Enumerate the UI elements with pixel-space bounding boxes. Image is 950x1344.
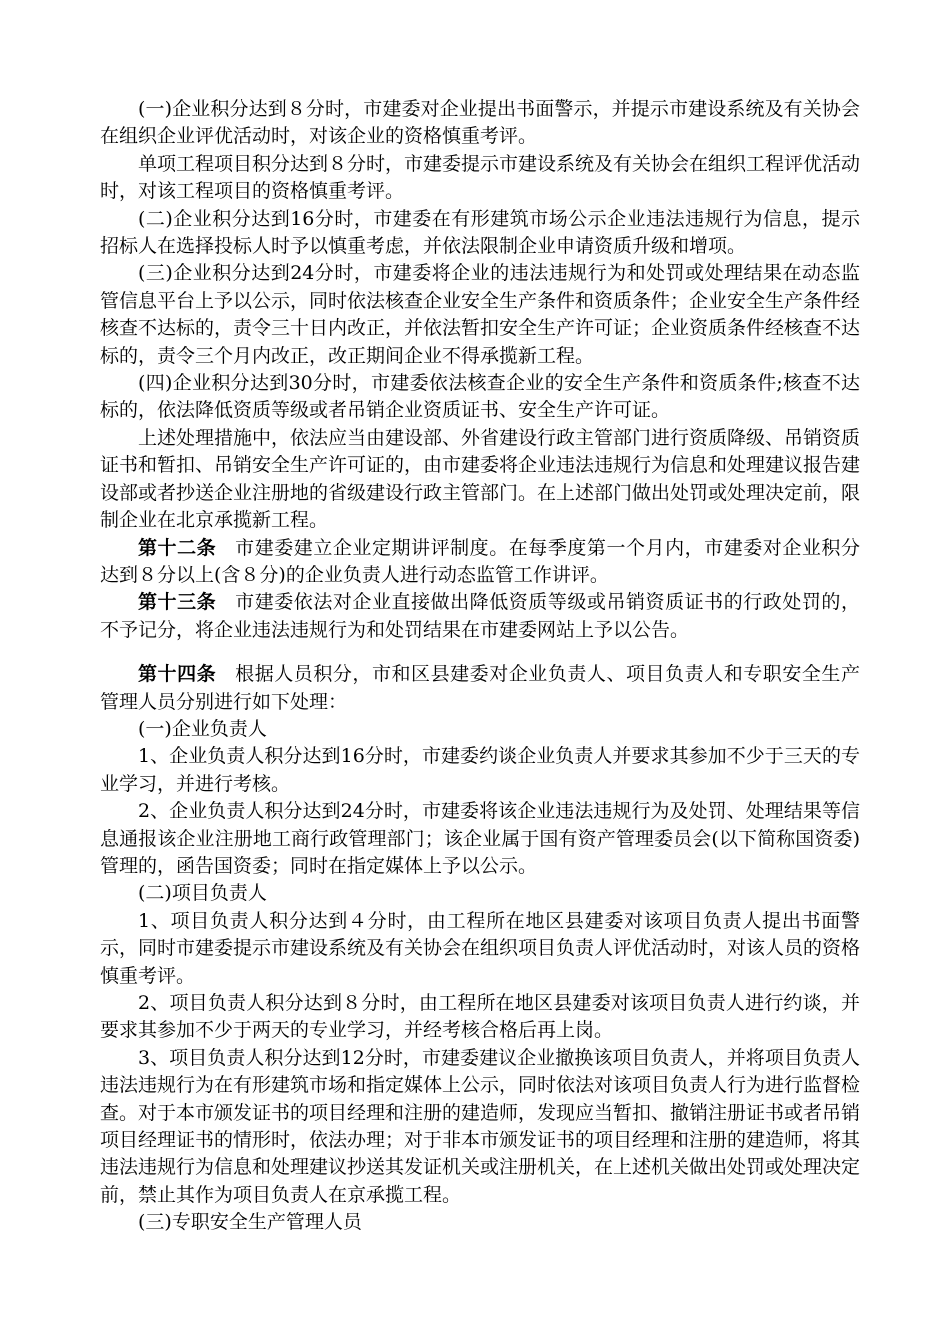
article-12 [100, 535, 860, 590]
paragraph-head-24-points [100, 798, 860, 880]
article-14 [100, 661, 860, 716]
document-body [100, 96, 860, 1237]
section-safety-staff [100, 1209, 860, 1236]
section-heading: (一)企业负责人 [138, 717, 267, 740]
article-13 [100, 589, 860, 644]
paragraph-manager-12-points [100, 1045, 860, 1209]
paragraph-text: 3、项目负责人积分达到12分时，市建委建议企业撤换该项目负责人，并将项目负责人违法违规行为在有形建筑市场和指定媒体上公示，同时依法对该项目负责人行为进行监督检查。对于本市颁发证书的项目经理和注册的建造师，发现应当暂扣、撤销注册证书或者吊销项目经理证书的情形时，依法办理；对于非本市颁发证书的项目经理和注册的建造师，将其违法违规行为信息和处理建议抄送其发证机关或注册机关，在上述机关做出处罚或处理决定前，禁止其作为项目负责人在京承揽工程。 [100, 1046, 861, 1206]
paragraph-text: 2、项目负责人积分达到８分时，由工程所在地区县建委对该项目负责人进行约谈，并要求其参加不少于两天的专业学习，并经考核合格后再上岗。 [100, 992, 860, 1042]
paragraph-text: (一)企业积分达到８分时，市建委对企业提出书面警示，并提示市建设系统及有关协会在组织企业评优活动时，对该企业的资格慎重考评。 [100, 98, 860, 148]
article-text: 根据人员积分，市和区县建委对企业负责人、项目负责人和专职安全生产管理人员分别进行如下处理： [100, 663, 860, 713]
paragraph-text: 单项工程项目积分达到８分时，市建委提示市建设系统及有关协会在组织工程评优活动时，对该工程项目的资格慎重考评。 [100, 152, 861, 203]
paragraph-text: (二)企业积分达到16分时，市建委在有形建筑市场公示企业违法违规行为信息，提示招标人在选择投标人时予以慎重考虑，并依法限制企业申请资质升级和增项。 [100, 207, 860, 258]
paragraph-enterprise-16-points [100, 206, 860, 261]
paragraph-head-16-points [100, 743, 860, 798]
article-text: 市建委依法对企业直接做出降低资质等级或吊销资质证书的行政处罚的，不予记分，将企业违法违规行为和处罚结果在市建委网站上予以公告。 [100, 591, 860, 641]
paragraph-measures-note [100, 425, 860, 535]
paragraph-manager-8-points [100, 990, 860, 1045]
paragraph-enterprise-30-points [100, 370, 860, 425]
section-heading: (三)专职安全生产管理人员 [138, 1211, 362, 1234]
paragraph-text: 1、项目负责人积分达到４分时，由工程所在地区县建委对该项目负责人提出书面警示，同时市建委提示市建设系统及有关协会在组织项目负责人评优活动时，对该人员的资格慎重考评。 [100, 909, 861, 987]
paragraph-text: (四)企业积分达到30分时，市建委依法核查企业的安全生产条件和资质条件;核查不达标的，依法降低资质等级或者吊销企业资质证书、安全生产许可证。 [100, 372, 860, 422]
paragraph-enterprise-24-points [100, 260, 860, 370]
article-heading: 第十二条 [138, 536, 217, 559]
paragraph-text: 2、企业负责人积分达到24分时，市建委将该企业违法违规行为及处罚、处理结果等信息通报该企业注册地工商行政管理部门；该企业属于国有资产管理委员会(以下简称国资委)管理的，函告国资委；同时在指定媒体上予以公示。 [100, 800, 860, 877]
paragraph-text: 上述处理措施中，依法应当由建设部、外省建设行政主管部门进行资质降级、吊销资质证书和暂扣、吊销安全生产许可证的，由市建委将企业违法违规行为信息和处理建议报告建设部或者抄送企业注册地的省级建设行政主管部门。在上述部门做出处罚或处理决定前，限制企业在北京承揽新工程。 [100, 426, 861, 532]
paragraph-enterprise-8-points [100, 96, 860, 151]
paragraph-text: 1、企业负责人积分达到16分时，市建委约谈企业负责人并要求其参加不少于三天的专业学习，并进行考核。 [100, 745, 860, 795]
paragraph-project-8-points [100, 151, 860, 206]
section-project-manager [100, 880, 860, 907]
paragraph-manager-4-points [100, 908, 860, 990]
paragraph-text: (三)企业积分达到24分时，市建委将企业的违法违规行为和处罚或处理结果在动态监管信息平台上予以公示，同时依法核查企业安全生产条件和资质条件；企业安全生产条件经核查不达标的，责令三十日内改正，并依法暂扣安全生产许可证；企业资质条件经核查不达标的，责令三个月内改正，改正期间企业不得承揽新工程。 [100, 262, 861, 367]
article-heading: 第十四条 [138, 663, 217, 686]
section-heading: (二)项目负责人 [138, 882, 267, 905]
section-enterprise-head [100, 716, 860, 743]
article-text: 市建委建立企业定期讲评制度。在每季度第一个月内，市建委对企业积分达到８分以上(含８分)的企业负责人进行动态监管工作讲评。 [100, 536, 860, 586]
article-heading: 第十三条 [138, 591, 217, 614]
